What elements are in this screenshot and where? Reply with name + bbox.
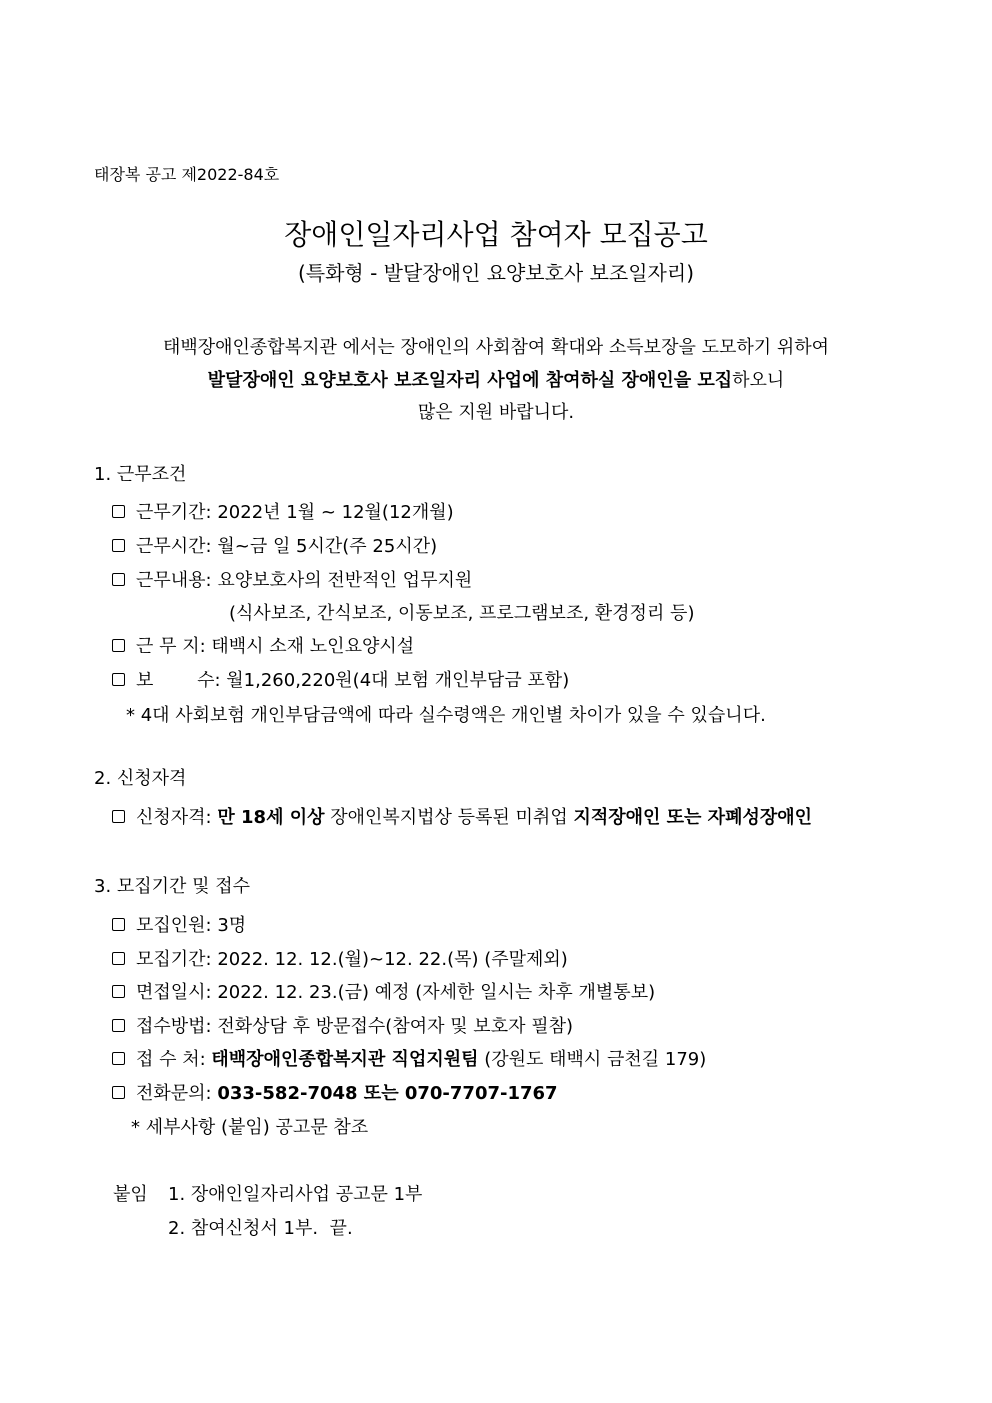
checkbox-icon — [112, 985, 125, 998]
recruit-label: 전화문의: — [136, 1083, 212, 1104]
checkbox-icon — [112, 918, 125, 931]
condition-value: 태백시 소재 노인요양시설 — [211, 636, 415, 657]
eligibility-label: 신청자격: — [136, 807, 212, 828]
recruit-row-office — [112, 1045, 706, 1071]
doc-number: 태장복 공고 제2022-84호 — [94, 165, 280, 184]
eligibility-target: 지적장애인 또는 자폐성장애인 — [573, 807, 813, 828]
checkbox-icon — [112, 810, 125, 823]
eligibility-row — [112, 803, 812, 829]
checkbox-icon — [112, 639, 125, 652]
condition-value: 2022년 1월 ~ 12월(12개월) — [217, 502, 454, 523]
condition-row-period — [112, 498, 454, 524]
section-3-heading: 3. 모집기간 및 접수 — [94, 876, 251, 897]
condition-row-pay — [112, 666, 569, 692]
intro-line-2 — [0, 366, 992, 392]
section-1-heading: 1. 근무조건 — [94, 464, 187, 485]
condition-label: 근 무 지: — [136, 636, 206, 657]
condition-value: 요양보호사의 전반적인 업무지원 — [217, 570, 473, 591]
intro-line-3: 많은 지원 바랍니다. — [417, 402, 575, 423]
condition-label: 근무기간: — [136, 502, 212, 523]
eligibility-text: 장애인복지법상 등록된 미취업 — [324, 807, 574, 828]
checkbox-icon — [112, 1052, 125, 1065]
checkbox-icon — [112, 505, 125, 518]
recruit-value: 3명 — [217, 915, 247, 936]
recruit-label: 면접일시: — [136, 982, 212, 1003]
phone-numbers: 033-582-7048 또는 070-7707-1767 — [217, 1083, 558, 1104]
recruit-row-method — [112, 1012, 573, 1038]
attachment-item-1: 1. 장애인일자리사업 공고문 1부 — [168, 1184, 423, 1205]
recruit-label: 모집인원: — [136, 915, 212, 936]
recruit-label: 접 수 처: — [136, 1049, 206, 1070]
recruit-row-phone — [112, 1079, 558, 1105]
condition-value: 월~금 일 5시간(주 25시간) — [217, 536, 438, 557]
recruit-row-count — [112, 911, 246, 937]
condition-row-duties — [112, 566, 472, 592]
page-subtitle: (특화형 - 발달장애인 요양보호사 보조일자리) — [297, 261, 694, 285]
eligibility-age: 만 18세 이상 — [217, 807, 325, 828]
checkbox-icon — [112, 1019, 125, 1032]
recruit-row-period — [112, 945, 568, 971]
checkbox-icon — [112, 673, 125, 686]
attachment-label: 붙임 — [113, 1184, 148, 1205]
office-name: 태백장애인종합복지관 직업지원팀 — [211, 1049, 479, 1070]
intro-line-1: 태백장애인종합복지관 에서는 장애인의 사회참여 확대와 소득보장을 도모하기 위하여 — [162, 337, 830, 358]
checkbox-icon — [112, 573, 125, 586]
pay-note: * 4대 사회보험 개인부담금액에 따라 실수령액은 개인별 차이가 있을 수 있습니다. — [126, 705, 766, 726]
checkbox-icon — [112, 539, 125, 552]
intro-line-2-rest: 하오니 — [732, 370, 785, 391]
recruit-value: 전화상담 후 방문접수(참여자 및 보호자 필참) — [217, 1016, 573, 1037]
duties-detail: (식사보조, 간식보조, 이동보조, 프로그램보조, 환경정리 등) — [229, 603, 695, 624]
page-title: 장애인일자리사업 참여자 모집공고 — [284, 218, 708, 251]
recruit-row-interview — [112, 978, 655, 1004]
section-2-heading: 2. 신청자격 — [94, 768, 187, 789]
detail-note: * 세부사항 (붙임) 공고문 참조 — [131, 1117, 369, 1138]
recruit-label: 모집기간: — [136, 949, 212, 970]
recruit-label: 접수방법: — [136, 1016, 212, 1037]
recruit-value: 2022. 12. 23.(금) 예정 (자세한 일시는 차후 개별통보) — [217, 982, 656, 1003]
checkbox-icon — [112, 1086, 125, 1099]
condition-label: 근무시간: — [136, 536, 212, 557]
condition-row-location — [112, 632, 414, 658]
condition-label: 근무내용: — [136, 570, 212, 591]
office-address: (강원도 태백시 금천길 179) — [478, 1049, 707, 1070]
checkbox-icon — [112, 952, 125, 965]
condition-label: 보 수: — [136, 670, 221, 691]
condition-value: 월1,260,220원(4대 보험 개인부담금 포함) — [226, 670, 570, 691]
condition-row-hours — [112, 532, 437, 558]
attachment-item-2: 2. 참여신청서 1부. 끝. — [168, 1218, 353, 1239]
recruit-value: 2022. 12. 12.(월)~12. 22.(목) (주말제외) — [217, 949, 568, 970]
intro-emphasis: 발달장애인 요양보호사 보조일자리 사업에 참여하실 장애인을 모집 — [207, 370, 733, 391]
